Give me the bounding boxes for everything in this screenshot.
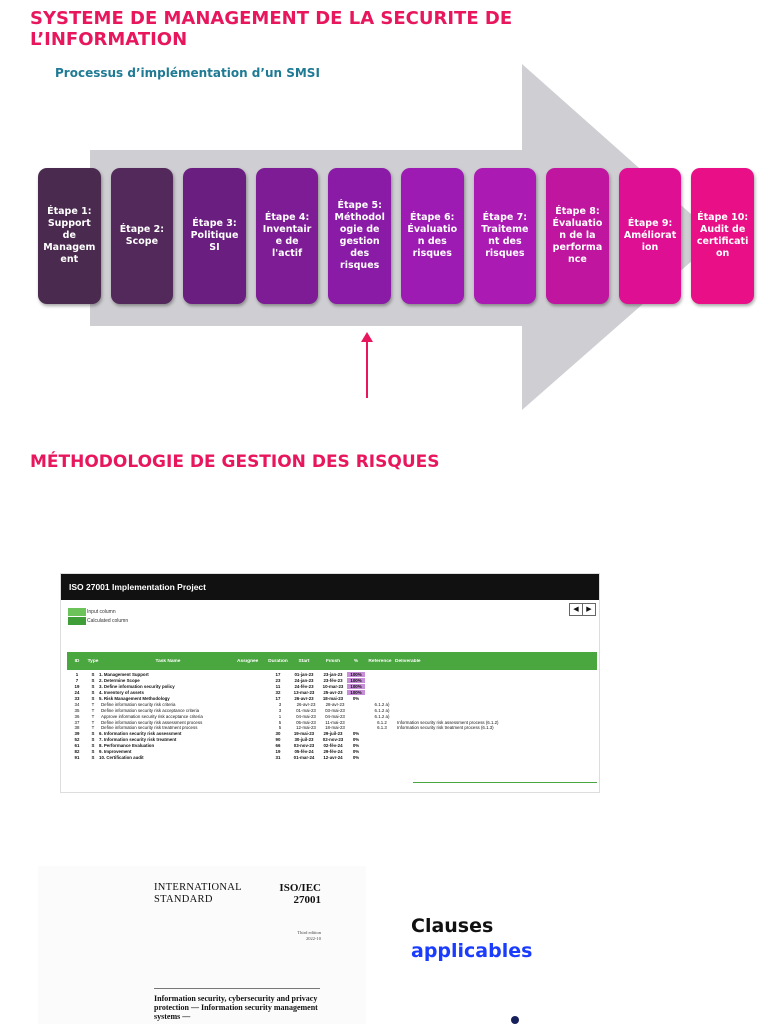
step-card-6: Étape 6: Évaluatio n des risques bbox=[401, 168, 464, 304]
column-header: Duration bbox=[268, 658, 288, 664]
cell-duration: 19 bbox=[275, 749, 281, 755]
cell-finish: 04-mai-23 bbox=[325, 713, 345, 719]
cell-duration: 66 bbox=[275, 743, 281, 749]
cell-name: 1. Management Support bbox=[99, 672, 149, 678]
sheet-legend bbox=[68, 607, 128, 625]
cell-name: 2. Determine Scope bbox=[99, 678, 140, 684]
cell-finish: 18-mai-23 bbox=[325, 725, 345, 731]
legend-item bbox=[68, 616, 128, 625]
legend-item bbox=[68, 607, 128, 616]
cell-start: 05-mai-23 bbox=[296, 719, 316, 725]
iso-label-line1: INTERNATIONAL bbox=[154, 882, 242, 893]
step-card-8: Étape 8: Évaluatio n de la performa nce bbox=[546, 168, 609, 304]
iso-edition bbox=[270, 930, 321, 942]
cell-type: S bbox=[91, 684, 95, 690]
cell-start: 01-mar-24 bbox=[293, 754, 315, 760]
cell-start: 03-nov-23 bbox=[293, 743, 315, 749]
column-header: Task Name bbox=[155, 658, 181, 664]
cell-name: Approve information security risk acceptance criteria bbox=[101, 713, 203, 719]
cell-finish: 29-fév-24 bbox=[323, 749, 343, 755]
iso-edition-line2: 2022-10 bbox=[306, 936, 321, 941]
cell-name: 10. Certification audit bbox=[99, 754, 144, 760]
cell-start: 12-mai-23 bbox=[296, 725, 316, 731]
clauses-heading bbox=[411, 914, 532, 964]
cell-id: 35 bbox=[74, 707, 80, 713]
cell-id: 1 bbox=[75, 672, 79, 678]
cell-id: 82 bbox=[74, 749, 80, 755]
cell-name: 7. Information security risk treatment bbox=[99, 737, 177, 743]
iso-standard-cover bbox=[38, 866, 366, 1024]
cell-duration: 23 bbox=[275, 678, 281, 684]
cell-ref: 6.1.2 a) bbox=[374, 701, 390, 707]
legend-label: Calculated column bbox=[87, 617, 129, 624]
cell-pct: 0% bbox=[352, 749, 360, 755]
cell-ref: 6.1.2 a) bbox=[374, 707, 390, 713]
cell-type: S bbox=[91, 696, 95, 701]
sheet-nav bbox=[569, 603, 596, 616]
cell-finish: 23-fév-23 bbox=[323, 678, 343, 684]
cell-id: 38 bbox=[74, 725, 80, 731]
cell-name: 8. Performance Evaluation bbox=[99, 743, 155, 749]
cell-ref: 6.1.2 a) bbox=[374, 713, 390, 719]
spreadsheet bbox=[60, 573, 600, 793]
cell-id: 61 bbox=[74, 743, 80, 749]
iso-standard-label bbox=[154, 882, 242, 906]
column-header: Type bbox=[87, 658, 99, 664]
steps-row bbox=[38, 168, 754, 304]
cell-name: Define information security risk treatment process bbox=[101, 725, 198, 731]
cell-type: S bbox=[91, 737, 95, 743]
cell-duration: 17 bbox=[275, 672, 281, 678]
cell-finish: 25-avr-23 bbox=[323, 690, 343, 696]
cell-pct: 0% bbox=[352, 696, 360, 701]
cell-ref: 6.1.2 bbox=[377, 719, 387, 725]
column-header: % bbox=[353, 658, 359, 664]
cell-pct: 0% bbox=[352, 743, 360, 749]
cell-finish: 12-avr-24 bbox=[323, 754, 343, 760]
cell-id: 36 bbox=[74, 713, 80, 719]
cell-type: S bbox=[91, 690, 95, 696]
pointer-line bbox=[366, 340, 368, 398]
step-card-3: Étape 3: Politique SI bbox=[183, 168, 246, 304]
step-card-9: Étape 9: Améliorat ion bbox=[619, 168, 682, 304]
clauses-line1: Clauses bbox=[411, 915, 494, 937]
page-title: SYSTEME DE MANAGEMENT DE LA SECURITE DE L’INFORMATION bbox=[30, 8, 513, 50]
iso-edition-line1: Third edition bbox=[297, 930, 321, 935]
cell-type: T bbox=[91, 701, 95, 707]
cell-start: 05-fév-24 bbox=[294, 749, 314, 755]
column-header: Assignee bbox=[237, 658, 259, 664]
cell-duration: 32 bbox=[275, 690, 281, 696]
previous-icon[interactable]: ◀ bbox=[570, 604, 582, 615]
cell-type: S bbox=[91, 731, 95, 737]
cell-duration: 1 bbox=[278, 713, 282, 719]
section-title: MÉTHODOLOGIE DE GESTION DES RISQUES bbox=[30, 452, 440, 472]
cell-start: 24-fév-23 bbox=[294, 684, 314, 690]
cell-duration: 30 bbox=[275, 731, 281, 737]
cell-pct: 0% bbox=[352, 731, 360, 737]
cell-duration: 17 bbox=[275, 696, 281, 701]
cell-name: 4. Inventory of assets bbox=[99, 690, 144, 696]
legend-label: Input column bbox=[87, 608, 116, 615]
cell-start: 04-mai-23 bbox=[296, 713, 316, 719]
cell-name: 3. Define information security policy bbox=[99, 684, 175, 690]
cell-duration: 5 bbox=[278, 725, 282, 731]
cell-finish: 18-mai-23 bbox=[322, 696, 344, 701]
step-card-2: Étape 2: Scope bbox=[111, 168, 174, 304]
cell-id: 7 bbox=[75, 678, 79, 684]
cell-start: 26-avr-23 bbox=[294, 696, 314, 701]
cell-name: Define information security risk criteria bbox=[101, 701, 176, 707]
cell-start: 13-mar-23 bbox=[293, 690, 315, 696]
legend-swatch bbox=[68, 608, 86, 616]
cell-del: Information security risk treatment process (6.1.3) bbox=[397, 725, 494, 731]
cell-id: 37 bbox=[74, 719, 80, 725]
next-icon[interactable]: ▶ bbox=[582, 604, 595, 615]
cell-duration: 3 bbox=[278, 701, 282, 707]
cell-type: T bbox=[91, 719, 95, 725]
cell-duration: 90 bbox=[275, 737, 281, 743]
clauses-line2: applicables bbox=[411, 940, 533, 962]
column-header: Deliverable bbox=[395, 658, 421, 664]
cell-name: 6. Information security risk assessment bbox=[99, 731, 182, 737]
cell-ref: 6.1.3 bbox=[377, 725, 387, 731]
cell-type: S bbox=[91, 754, 95, 760]
table-row bbox=[67, 754, 597, 760]
cell-start: 19-mai-23 bbox=[293, 731, 315, 737]
cell-name: 9. Improvement bbox=[99, 749, 132, 755]
step-card-5: Étape 5: Méthodol ogie de gestion des risques bbox=[328, 168, 391, 304]
table-row bbox=[67, 725, 597, 731]
cell-del: Information security risk assessment process (6.1.2) bbox=[397, 719, 499, 725]
cell-pct: 100% bbox=[347, 690, 365, 695]
column-header: Finish bbox=[325, 658, 341, 664]
cell-pct: 0% bbox=[352, 737, 360, 743]
cell-duration: 31 bbox=[275, 754, 281, 760]
cell-type: S bbox=[91, 678, 95, 684]
cell-id: 19 bbox=[74, 684, 80, 690]
cell-finish: 03-mai-23 bbox=[325, 707, 345, 713]
cell-finish: 02-nov-23 bbox=[322, 737, 344, 743]
cell-finish: 02-fév-24 bbox=[323, 743, 343, 749]
cell-finish: 28-avr-23 bbox=[325, 701, 345, 707]
cell-pct: 100% bbox=[347, 672, 365, 677]
cell-start: 01-mai-23 bbox=[296, 707, 316, 713]
cell-id: 34 bbox=[74, 701, 80, 707]
column-header: ID bbox=[74, 658, 80, 664]
cell-start: 01-jan-23 bbox=[294, 672, 314, 678]
cell-duration: 5 bbox=[278, 719, 282, 725]
cell-duration: 11 bbox=[275, 684, 281, 690]
iso-divider bbox=[154, 988, 320, 989]
cell-name: 5. Risk Management Methodology bbox=[99, 696, 170, 701]
sheet-title: ISO 27001 Implementation Project bbox=[61, 574, 599, 600]
column-header: Reference bbox=[368, 658, 392, 664]
cell-name: Define information security risk acceptance criteria bbox=[101, 707, 200, 713]
iso-description: Information security, cybersecurity and privacy protection — Information security management systems — bbox=[154, 994, 318, 1021]
cell-finish: 10-mar-23 bbox=[322, 684, 344, 690]
iso-code-line2: 27001 bbox=[293, 894, 321, 906]
cell-pct: 100% bbox=[347, 678, 365, 683]
cell-pct: 100% bbox=[347, 684, 365, 689]
cell-type: T bbox=[91, 707, 95, 713]
legend-swatch bbox=[68, 617, 86, 625]
bullet-dot bbox=[511, 1016, 519, 1024]
sheet-column-headers bbox=[67, 652, 597, 670]
sheet-rows bbox=[67, 672, 597, 760]
cell-id: 33 bbox=[74, 696, 80, 701]
iso-code bbox=[275, 882, 321, 906]
cell-start: 26-avr-23 bbox=[296, 701, 316, 707]
cell-start: 30-juil-23 bbox=[294, 737, 314, 743]
cell-id: 91 bbox=[74, 754, 80, 760]
cell-name: Define information security risk assessment process bbox=[101, 719, 203, 725]
step-card-4: Étape 4: Inventair e de l'actif bbox=[256, 168, 319, 304]
process-subtitle: Processus d’implémentation d’un SMSI bbox=[55, 66, 320, 80]
column-header: Start bbox=[298, 658, 310, 664]
step-card-1: Étape 1: Support de Managem ent bbox=[38, 168, 101, 304]
cell-finish: 11-mai-23 bbox=[325, 719, 345, 725]
step-card-7: Étape 7: Traiteme nt des risques bbox=[474, 168, 537, 304]
cell-type: T bbox=[91, 713, 95, 719]
cell-type: S bbox=[91, 672, 95, 678]
cell-finish: 23-jan-23 bbox=[323, 672, 343, 678]
cell-pct: 0% bbox=[352, 754, 360, 760]
step-card-10: Étape 10: Audit de certificati on bbox=[691, 168, 754, 304]
cell-type: S bbox=[91, 743, 95, 749]
cell-start: 24-jan-23 bbox=[294, 678, 314, 684]
sheet-divider bbox=[413, 782, 597, 783]
cell-id: 24 bbox=[74, 690, 80, 696]
cell-id: 52 bbox=[74, 737, 80, 743]
cell-type: T bbox=[91, 725, 95, 731]
cell-id: 39 bbox=[74, 731, 80, 737]
cell-duration: 3 bbox=[278, 707, 282, 713]
iso-label-line2: STANDARD bbox=[154, 894, 213, 905]
table-row bbox=[67, 719, 597, 725]
cell-type: S bbox=[91, 749, 95, 755]
iso-code-line1: ISO/IEC bbox=[279, 882, 321, 894]
cell-finish: 29-juil-23 bbox=[323, 731, 343, 737]
